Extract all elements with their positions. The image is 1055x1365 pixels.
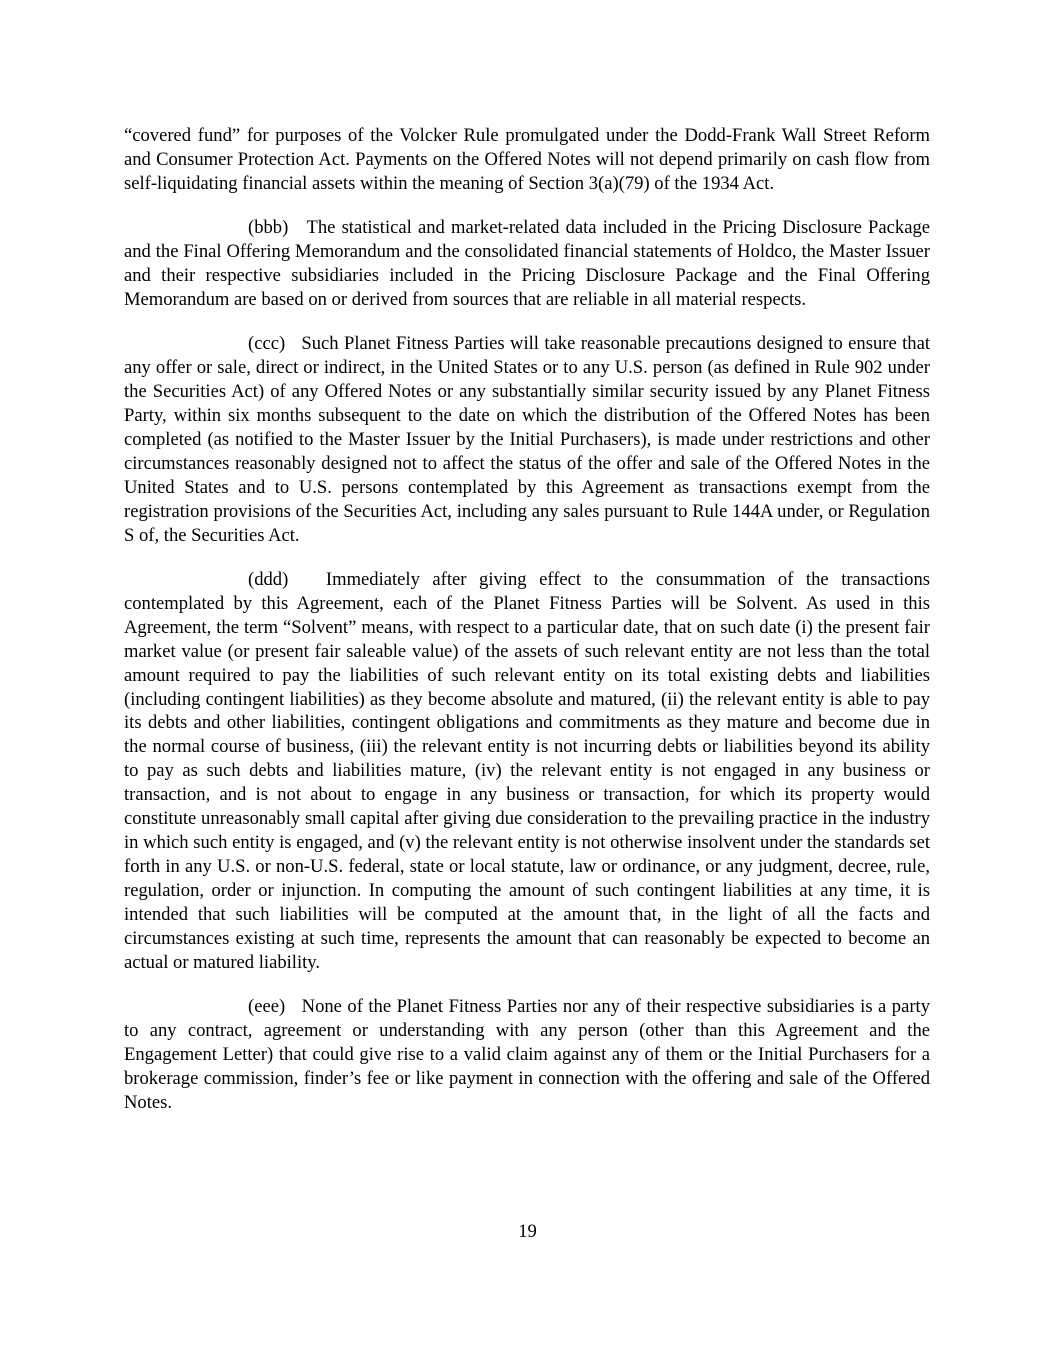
document-page — [124, 124, 930, 1114]
paragraph-ccc — [124, 332, 930, 547]
paragraph-continuation — [124, 124, 930, 196]
paragraph-text: The statistical and market-related data included in the Pricing Disclosure Package and the Final Offering Memorandum and the consolidated financial statements of Holdco, the Master Issuer and their respective subsidiaries included in the Pricing Disclosure Package and the Final Offering Memorandum are based on or derived from sources that are reliable in all material respects. — [124, 217, 930, 310]
paragraph-marker: (eee) — [248, 995, 286, 1017]
paragraph-marker: (bbb) — [248, 217, 289, 239]
paragraph-text: None of the Planet Fitness Parties nor any of their respective subsidiaries is a party to any contract, agreement or understanding with any person (other than this Agreement and the Engagement Letter) that could give rise to a valid claim against any of them or the Initial Purchasers for a brokerage commission, finder’s fee or like payment in connection with the offering and sale of the Offered Notes. — [124, 995, 930, 1113]
paragraph-bbb — [124, 216, 930, 312]
paragraph-ddd — [124, 568, 930, 974]
paragraph-text: “covered fund” for purposes of the Volcker Rule promulgated under the Dodd-Frank Wall Street Reform and Consumer Protection Act. Payments on the Offered Notes will not depend primarily on cash flow from self-liquidating financial assets within the meaning of Section 3(a)(79) of the 1934 Act. — [124, 125, 930, 194]
paragraph-marker: (ccc) — [248, 333, 286, 355]
paragraph-text: Immediately after giving effect to the consummation of the transactions contemplated by this Agreement, each of the Planet Fitness Parties will be Solvent. As used in this Agreement, the term “Solvent” means, with respect to a particular date, that on such date (i) the present fair market value (or present fair saleable value) of the assets of such relevant entity are not less than the total amount required to pay the liabilities of such relevant entity on its total existing debts and liabilities (including contingent liabilities) as they become absolute and matured, (ii) the relevant entity is able to pay its debts and other liabilities, contingent obligations and commitments as they mature and become due in the normal course of business, (iii) the relevant entity is not incurring debts or liabilities beyond its ability to pay as such debts and liabilities mature, (iv) the relevant entity is not engaged in any business or transaction, and is not about to engage in any business or transaction, for which its property would constitute unreasonably small capital after giving due consideration to the prevailing practice in the industry in which such entity is engaged, and (v) the relevant entity is not otherwise insolvent under the standards set forth in any U.S. or non-U.S. federal, state or local statute, law or ordinance, or any judgment, decree, rule, regulation, order or injunction. In computing the amount of such contingent liabilities at any time, it is intended that such liabilities will be computed at the amount that, in the light of all the facts and circumstances existing at such time, represents the amount that can reasonably be expected to become an actual or matured liability. — [124, 569, 930, 973]
page-number: 19 — [518, 1221, 537, 1242]
paragraph-eee — [124, 995, 930, 1115]
paragraph-text: Such Planet Fitness Parties will take reasonable precautions designed to ensure that any offer or sale, direct or indirect, in the United States or to any U.S. person (as defined in Rule 902 under the Securities Act) of any Offered Notes or any substantially similar security issued by any Planet Fitness Party, within six months subsequent to the date on which the distribution of the Offered Notes has been completed (as notified to the Master Issuer by the Initial Purchasers), is made under restrictions and other circumstances reasonably designed not to affect the status of the offer and sale of the Offered Notes in the United States and to U.S. persons contemplated by this Agreement as transactions exempt from the registration provisions of the Securities Act, including any sales pursuant to Rule 144A under, or Regulation S of, the Securities Act. — [124, 333, 930, 546]
paragraph-marker: (ddd) — [248, 569, 289, 590]
